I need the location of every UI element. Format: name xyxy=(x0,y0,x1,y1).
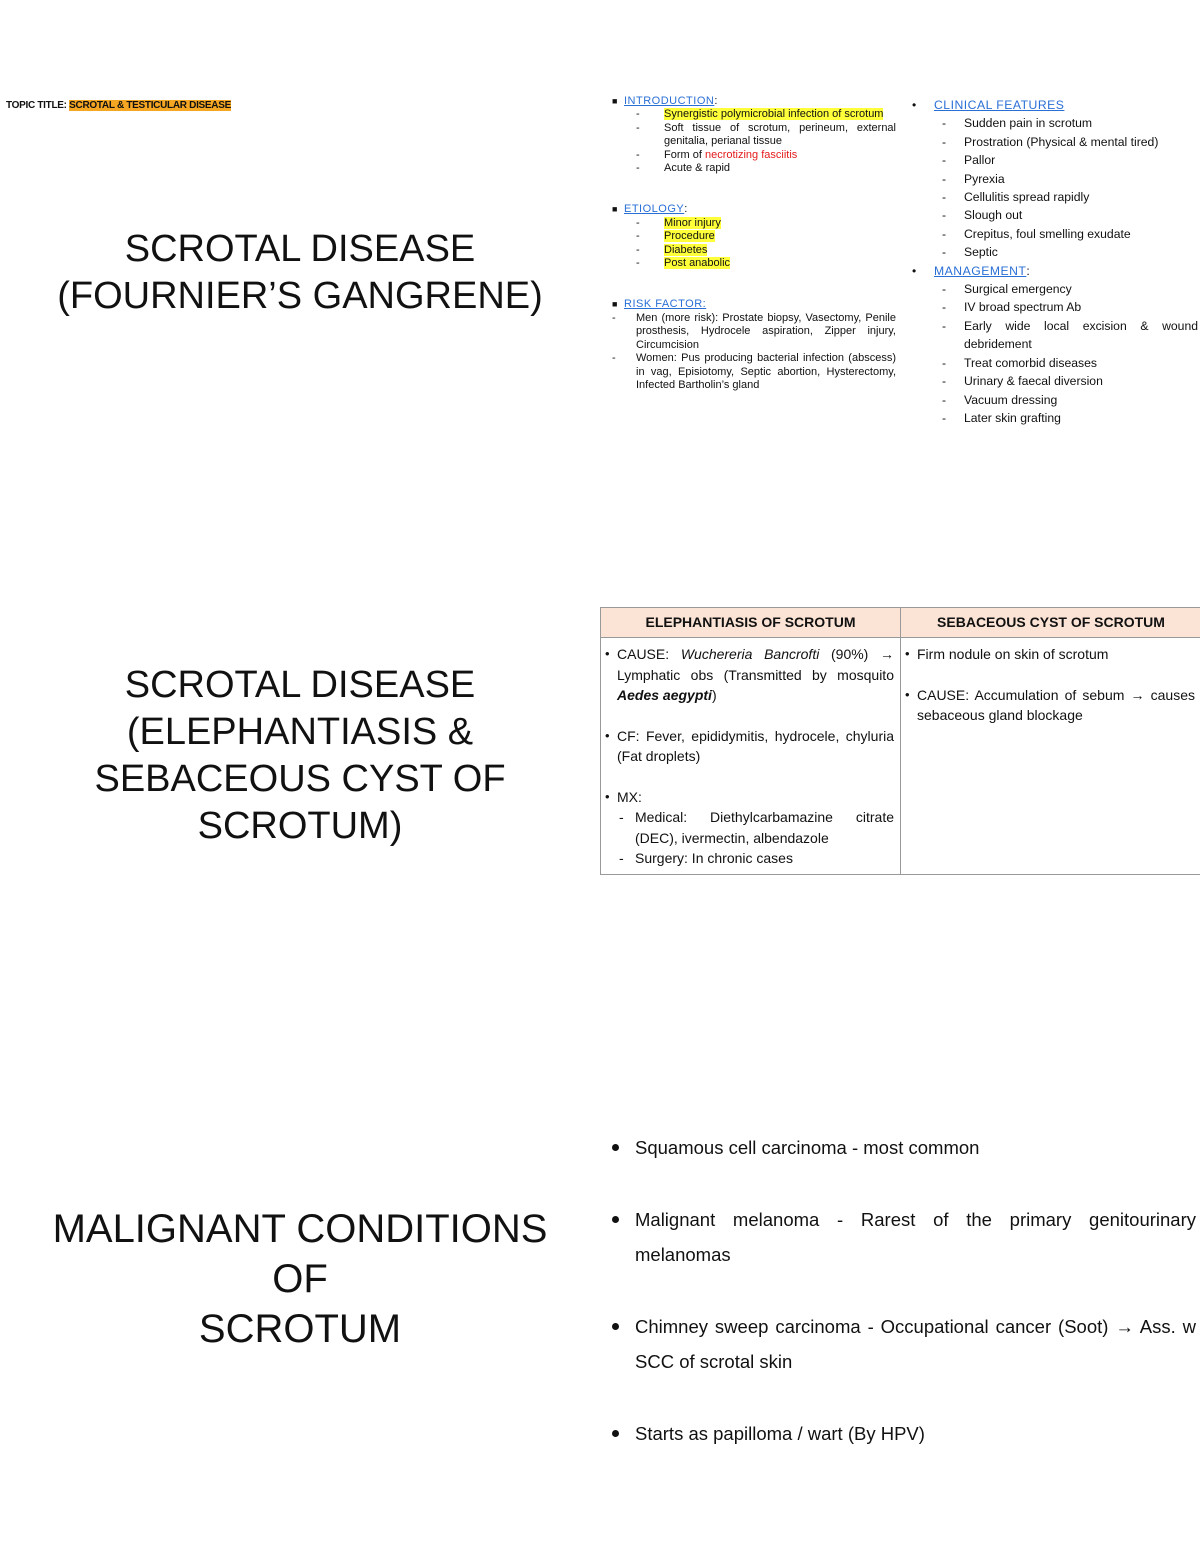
comparison-table xyxy=(600,607,1200,875)
topic-label: TOPIC TITLE: xyxy=(6,100,67,111)
list-item: - IV broad spectrum Ab xyxy=(942,298,1198,316)
bullet-icon: • xyxy=(912,263,917,278)
table-row xyxy=(601,638,1200,875)
section3-title-line: MALIGNANT CONDITIONS xyxy=(52,1207,548,1251)
introduction-block: ■ INTRODUCTION: - Synergistic polymicrobial infection of scrotum - Soft tissue of scrotum, perineum, external genitalia, perianal tissue - Form of necrotizing fasciitis - Acute & rapid xyxy=(612,95,896,175)
section1-title xyxy=(0,226,600,320)
square-bullet-icon: ■ xyxy=(612,96,618,106)
mx-subitem: - Medical: Diethylcarbamazine citrate (DEC), ivermectin, albendazole xyxy=(605,807,894,848)
sebaceous-cyst-cell xyxy=(901,638,1200,875)
list-item: - Crepitus, foul smelling exudate xyxy=(942,225,1198,243)
section2-title-line: SCROTUM) xyxy=(197,805,403,847)
list-item: - Women: Pus producing bacterial infection (abscess) in vag, Episiotomy, Septic abortion, Hysterectomy, Infected Bartholin’s gland xyxy=(612,352,896,392)
bullet-icon: • xyxy=(912,98,917,112)
clinical-features-heading: CLINICAL FEATURES xyxy=(934,98,1065,112)
topic-title xyxy=(6,100,231,111)
management-heading: MANAGEMENT xyxy=(934,263,1027,278)
header-sebaceous-cyst: SEBACEOUS CYST OF SCROTUM xyxy=(901,608,1200,638)
list-item: - Minor injury xyxy=(636,217,896,230)
section1-title-line2: (FOURNIER’S GANGRENE) xyxy=(57,275,543,317)
section3-title-line: OF xyxy=(272,1257,328,1301)
list-item: Squamous cell carcinoma - most common xyxy=(608,1130,1196,1165)
malignant-conditions-list xyxy=(608,1130,1196,1488)
list-item: - Form of necrotizing fasciitis xyxy=(636,149,896,162)
nodule-item: • Firm nodule on skin of scrotum xyxy=(905,644,1195,665)
list-item: - Procedure xyxy=(636,230,896,243)
square-bullet-icon: ■ xyxy=(612,204,618,215)
list-item: - Prostration (Physical & mental tired) xyxy=(942,133,1198,151)
list-item: Malignant melanoma - Rarest of the primary genitourinary melanomas xyxy=(608,1202,1196,1272)
section2-title-line: SEBACEOUS CYST OF xyxy=(94,758,506,800)
section2-title xyxy=(0,662,600,850)
list-item: - Urinary & faecal diversion xyxy=(942,372,1198,390)
mx-item: • MX: xyxy=(605,787,894,808)
topic-value: SCROTAL & TESTICULAR DISEASE xyxy=(69,100,231,111)
section3-title xyxy=(0,1204,600,1354)
list-item: - Acute & rapid xyxy=(636,162,896,175)
risk-factor-heading: RISK FACTOR: xyxy=(624,298,707,311)
cause-item: • CAUSE: Wuchereria Bancrofti (90%) → Lymphatic obs (Transmitted by mosquito Aedes aegypti) xyxy=(605,644,894,706)
species-name: Wuchereria Bancrofti xyxy=(680,646,820,662)
list-item: - Post anabolic xyxy=(636,257,896,270)
elephantiasis-cell xyxy=(601,638,901,875)
list-item: - Vacuum dressing xyxy=(942,391,1198,409)
section2-title-line: (ELEPHANTIASIS & xyxy=(126,711,474,753)
list-item: - Synergistic polymicrobial infection of scrotum xyxy=(636,108,896,121)
list-item: - Pyrexia xyxy=(942,170,1198,188)
table-header-row xyxy=(601,608,1200,638)
clinical-features-block xyxy=(912,96,1198,262)
list-item: - Later skin grafting xyxy=(942,409,1198,427)
introduction-heading: INTRODUCTION xyxy=(624,95,715,107)
risk-factor-block xyxy=(612,298,896,392)
list-item: - Surgical emergency xyxy=(942,280,1198,298)
list-item: - Pallor xyxy=(942,151,1198,169)
section2-title-line: SCROTAL DISEASE xyxy=(124,664,476,706)
section1-notes-right xyxy=(912,96,1198,427)
cf-item: • CF: Fever, epididymitis, hydrocele, chyluria (Fat droplets) xyxy=(605,726,894,767)
etiology-heading: ETIOLOGY xyxy=(624,203,685,216)
list-item: Starts as papilloma / wart (By HPV) xyxy=(608,1416,1196,1451)
list-item: - Early wide local excision & wound debridement xyxy=(942,317,1198,354)
header-elephantiasis: ELEPHANTIASIS OF SCROTUM xyxy=(601,608,901,638)
list-item: - Slough out xyxy=(942,206,1198,224)
management-block: • MANAGEMENT: - Surgical emergency - IV broad spectrum Ab - Early wide local excision & wound debridement - Treat comorbid diseases - Urinary & faecal diversion - Vacuum dressing - Later skin grafting xyxy=(912,262,1198,428)
list-item: - Diabetes xyxy=(636,244,896,257)
list-item: - Sudden pain in scrotum xyxy=(942,114,1198,132)
list-item: - Soft tissue of scrotum, perineum, external genitalia, perianal tissue xyxy=(636,122,896,149)
sebum-cause-item: • CAUSE: Accumulation of sebum → causes sebaceous gland blockage xyxy=(905,685,1195,726)
list-item: - Septic xyxy=(942,243,1198,261)
etiology-block: ■ ETIOLOGY: - Minor injury - Procedure - Diabetes - Post anabolic xyxy=(612,203,896,270)
vector-name: Aedes aegypti xyxy=(617,687,712,703)
mx-subitem: - Surgery: In chronic cases xyxy=(605,848,894,869)
list-item: - Men (more risk): Prostate biopsy, Vasectomy, Penile prosthesis, Hydrocele aspiration, Zipper injury, Circumcision xyxy=(612,312,896,352)
section1-notes-left xyxy=(612,95,896,420)
necrotizing-fasciitis-text: necrotizing fasciitis xyxy=(704,148,798,161)
list-item: - Cellulitis spread rapidly xyxy=(942,188,1198,206)
list-item: - Treat comorbid diseases xyxy=(942,354,1198,372)
square-bullet-icon: ■ xyxy=(612,299,618,310)
section1-title-line1: SCROTAL DISEASE xyxy=(124,228,476,270)
section3-title-line: SCROTUM xyxy=(198,1307,402,1351)
list-item: Chimney sweep carcinoma - Occupational cancer (Soot) → Ass. w SCC of scrotal skin xyxy=(608,1309,1196,1379)
